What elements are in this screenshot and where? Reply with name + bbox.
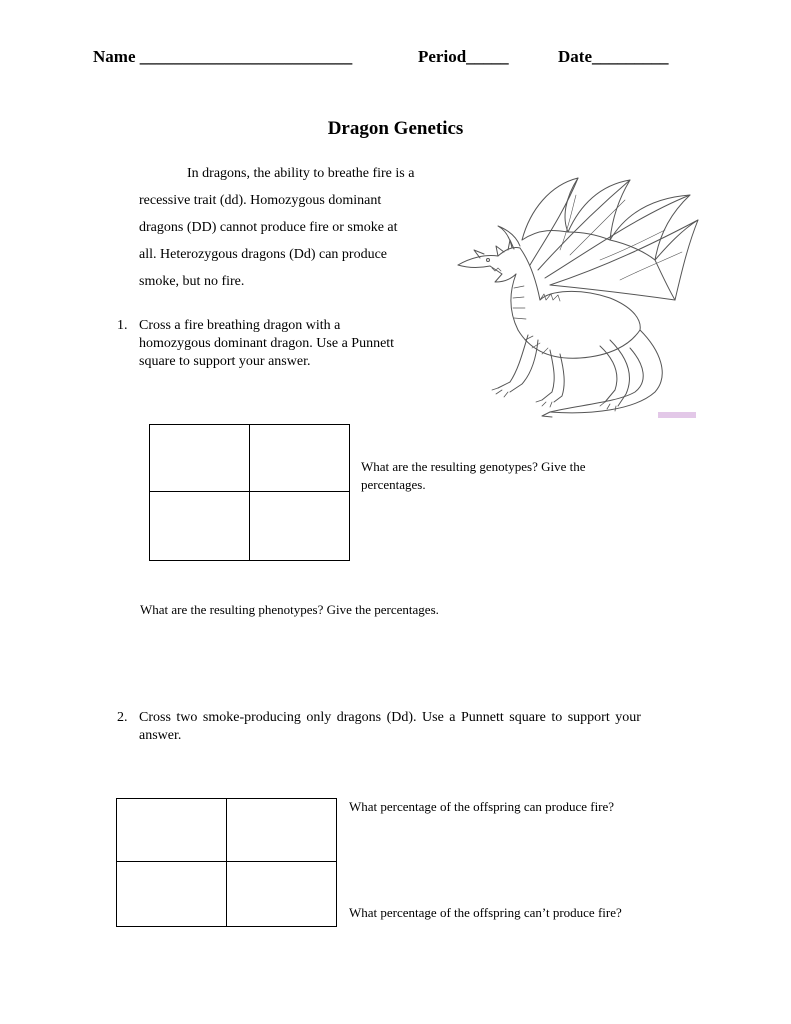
period-label: Period_____	[418, 47, 509, 66]
question-1-line: square to support your answer.	[139, 354, 311, 369]
dragon-illustration	[450, 170, 705, 425]
question-2	[117, 709, 699, 749]
date-label: Date_________	[558, 47, 669, 66]
grid-divider	[117, 861, 336, 862]
question-2-line: Cross two smoke-producing only dragons (Dd). Use a Punnett square to support your	[139, 710, 641, 725]
name-label: Name _________________________	[93, 47, 353, 66]
genotypes-question	[361, 458, 661, 494]
grid-divider	[249, 425, 250, 560]
grid-divider	[226, 799, 227, 926]
no-fire-question: What percentage of the offspring can’t produce fire?	[349, 905, 622, 920]
phenotypes-question: What are the resulting phenotypes? Give the percentages.	[140, 602, 439, 617]
question-2-line: answer.	[139, 728, 182, 743]
question-1-line: homozygous dominant dragon. Use a Punnett	[139, 336, 395, 351]
question-1-line: Cross a fire breathing dragon with a	[139, 318, 341, 333]
question-1	[117, 317, 437, 377]
genotypes-question-line: percentages.	[361, 477, 426, 492]
punnett-square-1	[149, 424, 350, 561]
genotypes-question-line: What are the resulting genotypes? Give the	[361, 459, 586, 474]
grid-divider	[150, 491, 349, 492]
question-number: 1.	[117, 318, 128, 333]
question-number: 2.	[117, 710, 128, 725]
punnett-square-2	[116, 798, 337, 927]
intro-line: recessive trait (dd). Homozygous dominant	[139, 193, 382, 208]
page-title: Dragon Genetics	[327, 118, 464, 139]
fire-question: What percentage of the offspring can produce fire?	[349, 799, 615, 814]
intro-line: dragons (DD) cannot produce fire or smoke at	[139, 220, 398, 235]
intro-line: smoke, but no fire.	[139, 274, 245, 289]
intro-line: all. Heterozygous dragons (Dd) can produce	[139, 247, 388, 262]
intro-line: In dragons, the ability to breathe fire is a	[187, 166, 415, 181]
intro-paragraph	[139, 160, 449, 295]
